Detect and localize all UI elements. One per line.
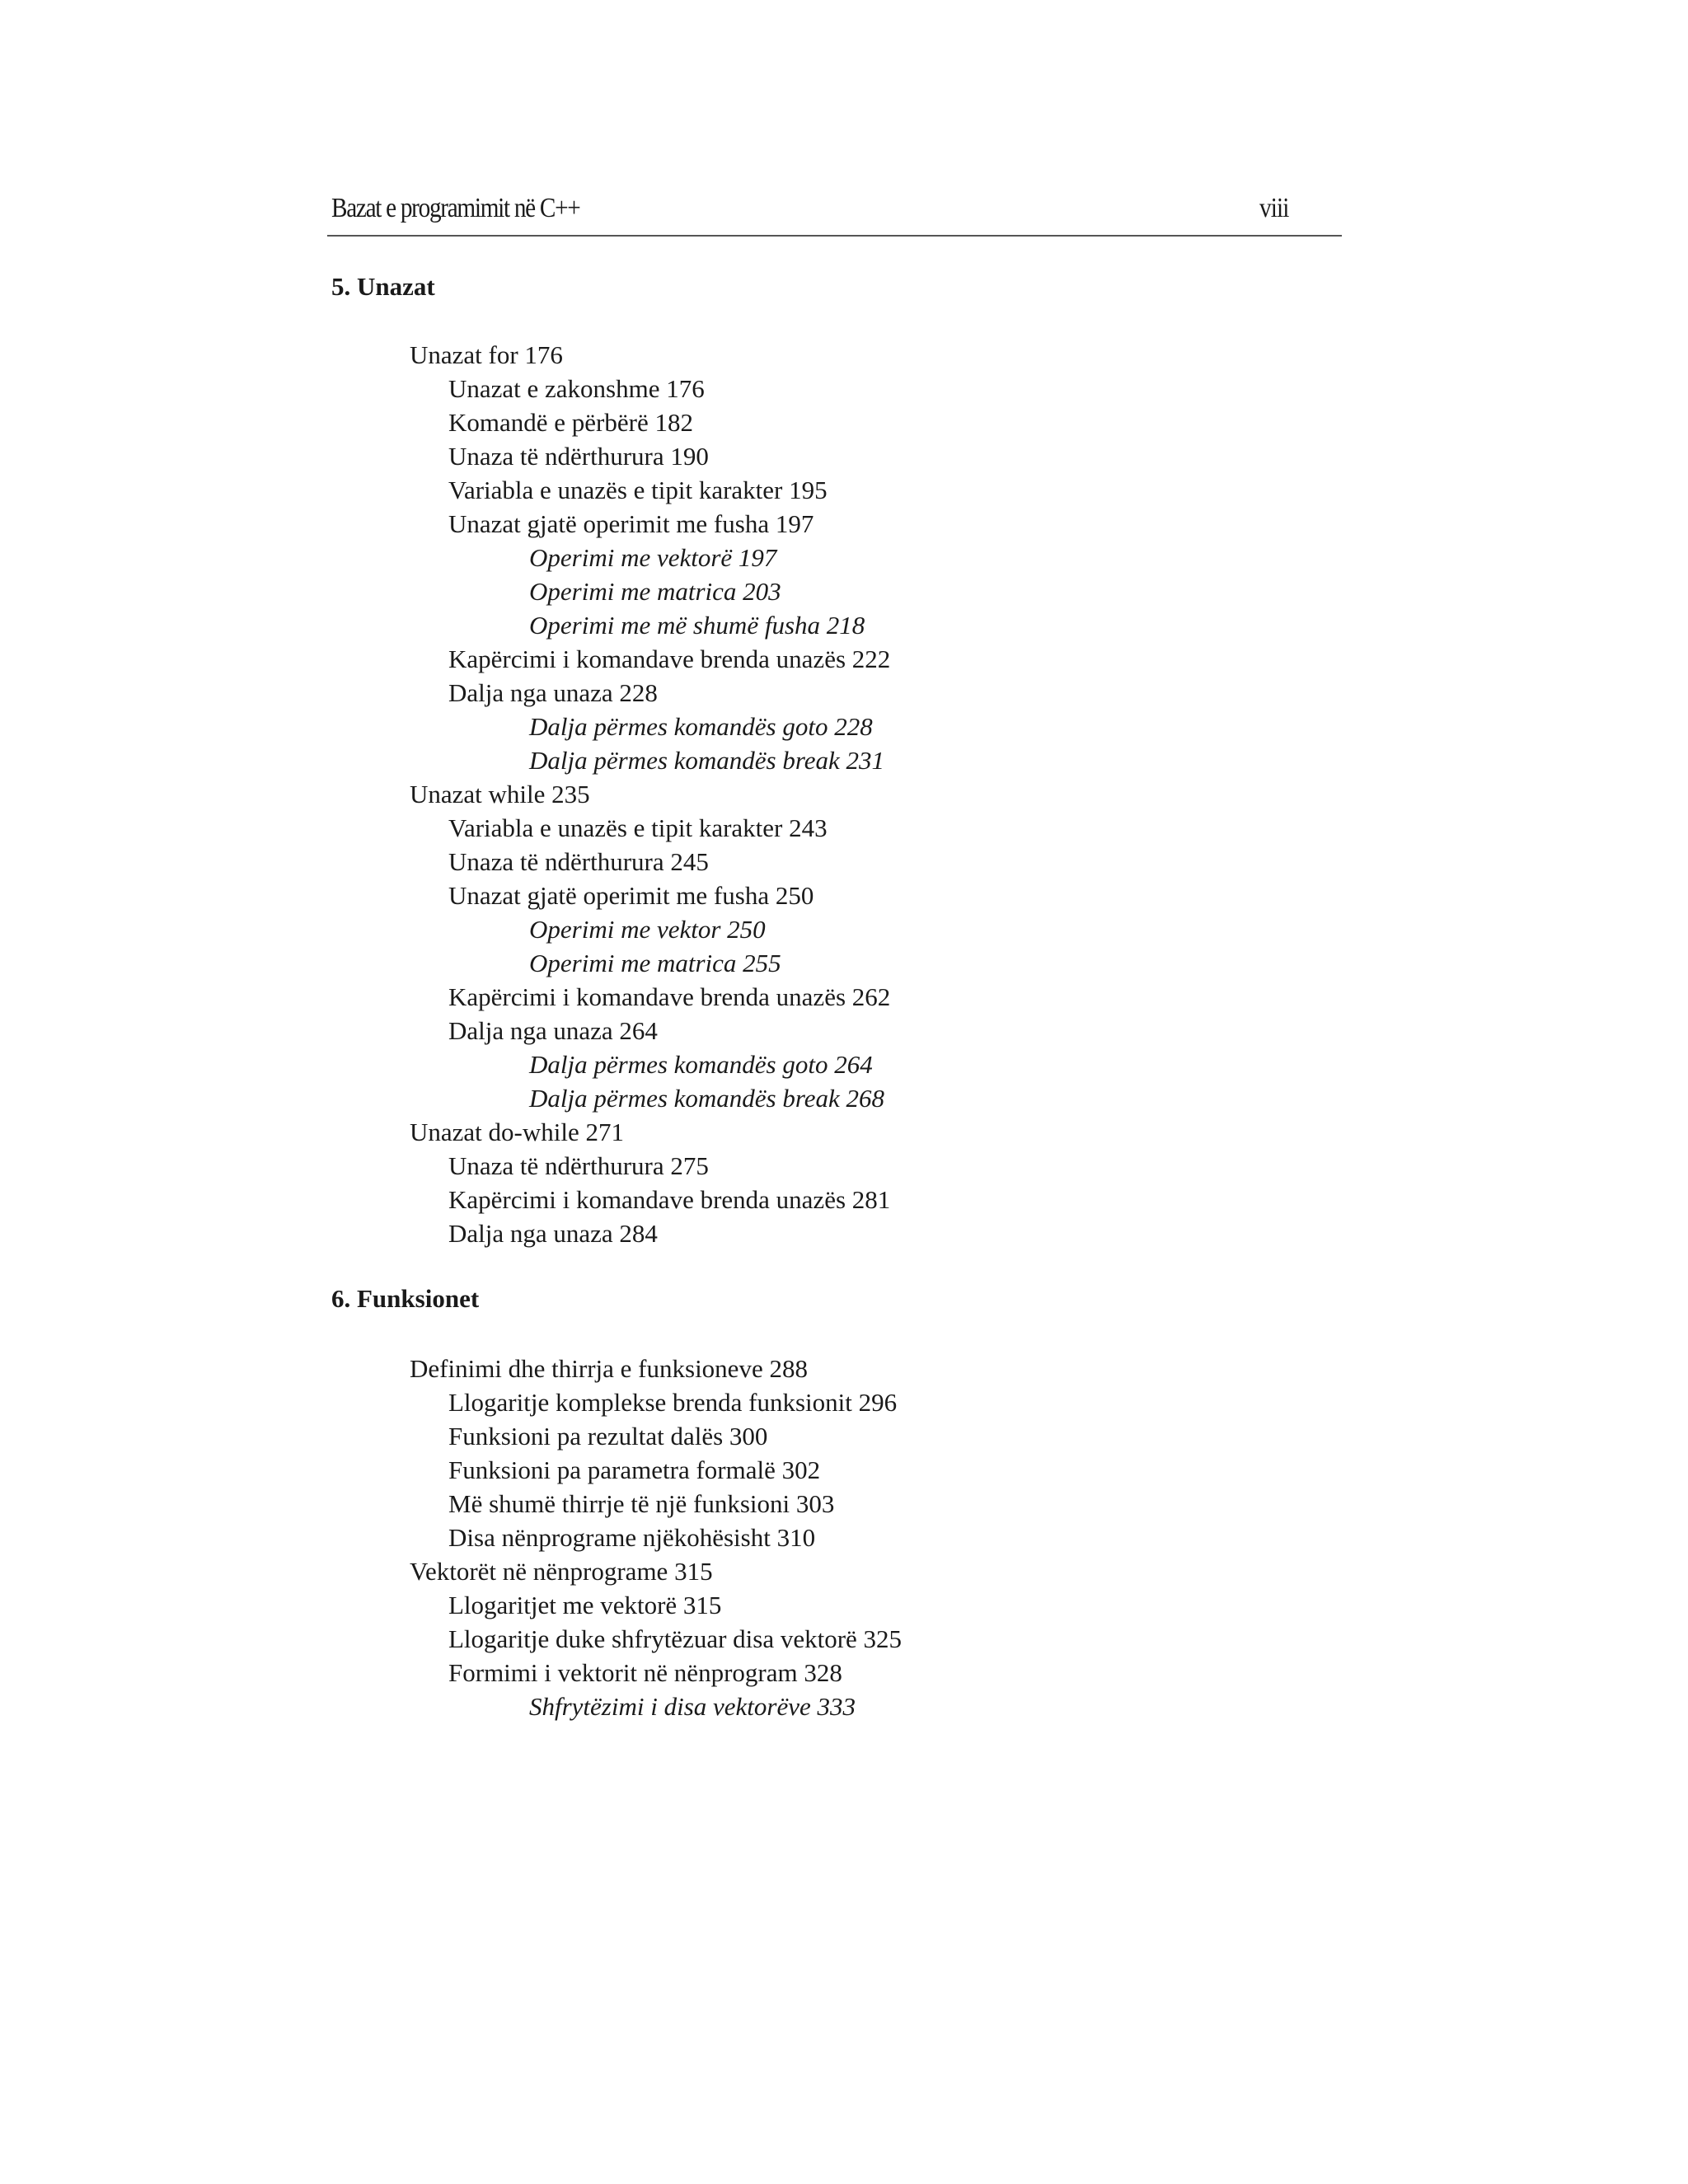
toc-entry: Operimi me më shumë fusha 218 <box>529 611 865 640</box>
toc-entry: Operimi me matrica 255 <box>529 949 781 977</box>
toc-entry: Definimi dhe thirrja e funksioneve 288 <box>410 1354 808 1383</box>
toc-entry: Llogaritjet me vektorë 315 <box>448 1591 722 1619</box>
toc-entry: Unaza të ndërthurura 275 <box>448 1151 709 1180</box>
toc-entry: Variabla e unazës e tipit karakter 243 <box>448 813 828 842</box>
toc-entry: Unazat for 176 <box>410 340 563 369</box>
running-header-title: Bazat e programimit në C++ <box>331 193 580 223</box>
toc-entry: Më shumë thirrje të një funksioni 303 <box>448 1489 835 1518</box>
toc-entry: Llogaritje duke shfrytëzuar disa vektorë 325 <box>448 1624 903 1653</box>
page-number: viii <box>1259 193 1289 223</box>
toc-entry: Unaza të ndërthurura 245 <box>448 847 709 876</box>
toc-entry: Operimi me vektor 250 <box>529 915 766 944</box>
toc-entry: Unazat gjatë operimit me fusha 197 <box>448 509 814 538</box>
toc-entry: Komandë e përbërë 182 <box>448 408 693 437</box>
toc-entry: Operimi me vektorë 197 <box>529 543 777 572</box>
toc-list <box>0 1352 1688 1723</box>
toc-entry: Unazat while 235 <box>410 780 590 808</box>
toc-entry: Kapërcimi i komandave brenda unazës 222 <box>448 644 891 673</box>
toc-entry: Dalja nga unaza 284 <box>448 1219 658 1248</box>
toc-entry: Shfrytëzimi i disa vektorëve 333 <box>529 1692 856 1721</box>
toc-entry: Dalja përmes komandës break 231 <box>529 746 885 775</box>
toc-entry: Funksioni pa rezultat dalës 300 <box>448 1422 768 1451</box>
toc-entry: Dalja nga unaza 228 <box>448 678 658 707</box>
chapter-heading: 5. Unazat <box>331 272 435 301</box>
toc-entry: Llogaritje komplekse brenda funksionit 296 <box>448 1388 898 1417</box>
toc-entry: Dalja përmes komandës goto 264 <box>529 1050 873 1079</box>
toc-entry: Dalja përmes komandës goto 228 <box>529 712 873 741</box>
toc-entry: Unazat e zakonshme 176 <box>448 374 705 403</box>
toc-entry: Kapërcimi i komandave brenda unazës 262 <box>448 982 891 1011</box>
toc-entry: Unazat gjatë operimit me fusha 250 <box>448 881 814 910</box>
toc-entry: Disa nënprograme njëkohësisht 310 <box>448 1523 816 1552</box>
toc-entry: Operimi me matrica 203 <box>529 577 781 606</box>
toc-entry: Funksioni pa parametra formalë 302 <box>448 1455 821 1484</box>
chapter-heading: 6. Funksionet <box>331 1284 480 1313</box>
toc-entry: Unaza të ndërthurura 190 <box>448 442 709 471</box>
toc-entry: Kapërcimi i komandave brenda unazës 281 <box>448 1185 891 1214</box>
toc-entry: Dalja përmes komandës break 268 <box>529 1084 885 1113</box>
toc-entry: Dalja nga unaza 264 <box>448 1016 658 1045</box>
header-rule <box>327 235 1342 237</box>
toc-entry: Variabla e unazës e tipit karakter 195 <box>448 476 828 504</box>
toc-entry: Formimi i vektorit në nënprogram 328 <box>448 1658 842 1687</box>
toc-entry: Unazat do-while 271 <box>410 1118 624 1146</box>
toc-entry: Vektorët në nënprograme 315 <box>410 1557 713 1586</box>
toc-list <box>0 338 1688 1250</box>
